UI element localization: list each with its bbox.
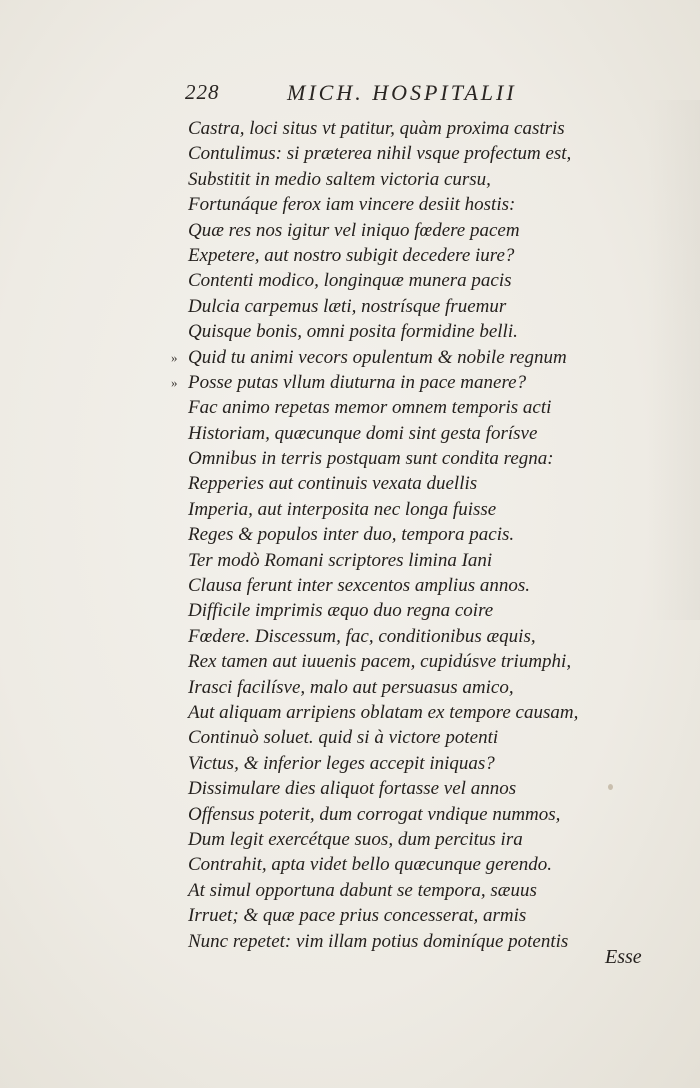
verse-text: Quisque bonis, omni posita formidine belli. bbox=[188, 321, 518, 343]
verse-text: Posse putas vllum diuturna in pace manere? bbox=[188, 371, 527, 393]
verse-line bbox=[188, 548, 668, 573]
verse-text: Omnibus in terris postquam sunt condita regna: bbox=[188, 448, 554, 470]
verse-line bbox=[188, 522, 668, 547]
verse-text: Nunc repetet: vim illam potius dominíque potentis bbox=[188, 930, 569, 952]
verse-text: Imperia, aut interposita nec longa fuisse bbox=[188, 498, 497, 520]
verse-text: Clausa ferunt inter sexcentos amplius annos. bbox=[188, 575, 530, 597]
verse-line bbox=[188, 421, 668, 446]
verse-line bbox=[188, 294, 668, 319]
verse-text: Contrahit, apta videt bello quæcunque gerendo. bbox=[188, 854, 552, 876]
verse-line bbox=[188, 268, 668, 293]
quotation-marker: » bbox=[171, 349, 178, 365]
verse-text: Reges & populos inter duo, tempora pacis. bbox=[188, 524, 515, 546]
verse-text: Fœdere. Discessum, fac, conditionibus æquis, bbox=[188, 625, 536, 647]
verse-text: Offensus poterit, dum corrogat vndique nummos, bbox=[188, 803, 561, 825]
verse-line bbox=[188, 598, 668, 623]
verse-line bbox=[188, 852, 668, 877]
verse-line bbox=[188, 446, 668, 471]
verse-line bbox=[188, 243, 668, 268]
verse-line bbox=[188, 141, 668, 166]
verse-line bbox=[188, 167, 668, 192]
verse-text: Aut aliquam arripiens oblatam ex tempore causam, bbox=[188, 701, 579, 723]
verse-text: Irruet; & quæ pace prius concesserat, armis bbox=[188, 905, 527, 927]
verse-text: Irasci facilísve, malo aut persuasus amico, bbox=[188, 676, 514, 698]
verse-text: Fac animo repetas memor omnem temporis acti bbox=[188, 397, 552, 419]
verse-line bbox=[188, 218, 668, 243]
paper-spot bbox=[608, 784, 613, 790]
verse-line bbox=[171, 345, 668, 370]
verse-line bbox=[171, 370, 668, 395]
quotation-marker: » bbox=[171, 374, 178, 390]
verse-line bbox=[188, 802, 668, 827]
verse-line bbox=[188, 827, 668, 852]
verse-line bbox=[188, 573, 668, 598]
verse-line bbox=[188, 624, 668, 649]
verse-text: Dum legit exercétque suos, dum percitus ira bbox=[188, 828, 523, 850]
verse-line bbox=[188, 929, 668, 954]
verse-text: Victus, & inferior leges accepit iniquas? bbox=[188, 752, 495, 774]
verse-line bbox=[188, 116, 668, 141]
verse-text: Fortunáque ferox iam vincere desiit hostis: bbox=[188, 194, 516, 216]
verse-line bbox=[188, 497, 668, 522]
verse-text: Historiam, quæcunque domi sint gesta forísve bbox=[188, 422, 538, 444]
verse-text: Dissimulare dies aliquot fortasse vel annos bbox=[188, 778, 517, 800]
verse-text: Continuò soluet. quid si à victore potenti bbox=[188, 727, 499, 749]
verse-text: Expetere, aut nostro subigit decedere iure? bbox=[188, 244, 515, 266]
verse-text: Quæ res nos igitur vel iniquo fœdere pacem bbox=[188, 219, 520, 241]
running-head: MICH. HOSPITALII bbox=[287, 80, 517, 105]
verse-line bbox=[188, 903, 668, 928]
verse-text: Difficile imprimis æquo duo regna coire bbox=[188, 600, 494, 622]
verse-text: Contulimus: si præterea nihil vsque profectum est, bbox=[188, 143, 572, 165]
verse-line bbox=[188, 649, 668, 674]
verse-line bbox=[188, 725, 668, 750]
verse-text: Rex tamen aut iuuenis pacem, cupidúsve triumphi, bbox=[188, 651, 572, 673]
page-header bbox=[185, 80, 585, 110]
verse-text: At simul opportuna dabunt se tempora, sæuus bbox=[188, 879, 537, 901]
page-number: 228 bbox=[185, 80, 220, 104]
verse-line bbox=[188, 192, 668, 217]
verse-text: Castra, loci situs vt patitur, quàm proxima castris bbox=[188, 118, 565, 139]
verse-text: Substitit in medio saltem victoria cursu, bbox=[188, 168, 491, 190]
verse-line bbox=[188, 471, 668, 496]
verse-block bbox=[171, 116, 668, 954]
verse-line bbox=[188, 700, 668, 725]
verse-line bbox=[188, 395, 668, 420]
verse-line bbox=[188, 319, 668, 344]
verse-line bbox=[188, 776, 668, 801]
verse-text: Contenti modico, longinquæ munera pacis bbox=[188, 270, 512, 292]
catchword: Esse bbox=[605, 946, 642, 968]
verse-line bbox=[188, 675, 668, 700]
verse-text: Ter modò Romani scriptores limina Iani bbox=[188, 549, 493, 571]
verse-text: Repperies aut continuis vexata duellis bbox=[188, 473, 478, 495]
verse-text: Dulcia carpemus læti, nostrísque fruemur bbox=[188, 295, 507, 317]
verse-line bbox=[188, 751, 668, 776]
verse-line bbox=[188, 878, 668, 903]
verse-text: Quid tu animi vecors opulentum & nobile regnum bbox=[188, 346, 567, 368]
